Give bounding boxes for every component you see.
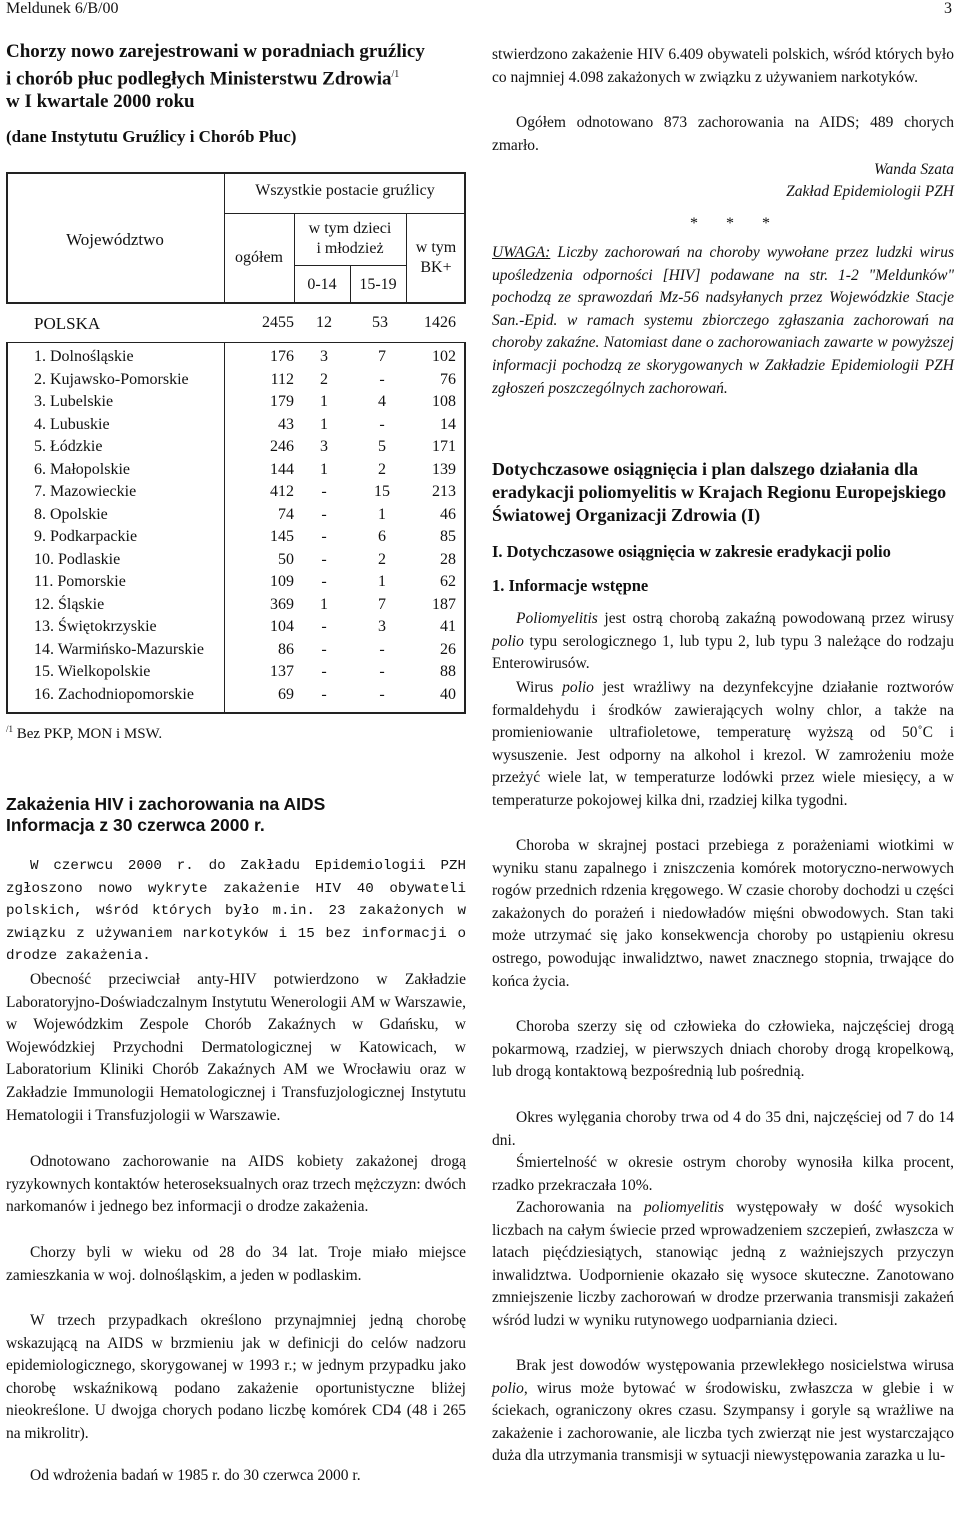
- table-source: (dane Instytutu Gruźlicy i Chorób Płuc): [6, 127, 297, 146]
- hiv-paragraph-8: Ogółem odnotowano 873 zachorowania na AIDS; 489 chorych zmarło.: [492, 114, 954, 154]
- polio-paragraph-8: [492, 1355, 954, 1468]
- polio-p8-text-b: , wirus może bytować w środowisku, zwłaszcza w glebie i w ściekach, ograniczony okres czasu. Szympansy i goryle są wrażliwe na zakażenie i zachorowanie, ale liczba tych zwierząt nie jest wystarczająco duża dla utrzymania transmisji w sytuacji niewystępowania zarazka u lu-: [492, 1379, 954, 1465]
- header-bk: [406, 238, 466, 278]
- footnote-ref: /1: [391, 69, 400, 80]
- table-row: 1. Dolnośląskie 176 3 7 102: [34, 348, 456, 365]
- polio-paragraph-7: [492, 1197, 954, 1333]
- polio-subtitle-2: 1. Informacje wstępne: [492, 576, 649, 595]
- polio-p7-text-b: występowały w dość wysokich liczbach na całym świecie przed wprowadzeniem szczepień, zwłaszcza w latach pięćdziesiątych, stanowiąc jedną z ważniejszych przyczyn inwalidztwa. Uodpornienie okazało się wysoce skuteczne. Zanotowano zmniejszenie liczby zachorowań w drodze przerwania transmisji zakażeń wśród ludzi w wyniku rutynowego uodparniania dzieci.: [492, 1199, 954, 1329]
- polio-p1-text-b: typu serologicznego 1, lub typu 2, lub typu 3 należące do rodzaju Enterowirusów.: [492, 632, 954, 673]
- page-number: 3: [944, 0, 952, 17]
- table-row: 15. Wielkopolskie 137 - - 88: [34, 663, 456, 680]
- term-polio: polio: [562, 679, 594, 696]
- header-age-15-19: 15-19: [359, 276, 397, 293]
- hiv-title-line1: Zakażenia HIV i zachorowania na AIDS: [6, 794, 326, 814]
- table-row: 8. Opolskie 74 - 1 46: [34, 505, 456, 523]
- hiv-title-line2: Informacja z 30 czerwca 2000 r.: [6, 815, 265, 835]
- term-polio: polio: [492, 1379, 524, 1397]
- table-title-line1: Chorzy nowo zarejestrowani w poradniach gruźlicy: [6, 41, 425, 62]
- total-row-bk: 1426: [424, 314, 456, 331]
- table-row: 13. Świętokrzyskie 104 - 3 41: [34, 618, 456, 635]
- total-row-name: POLSKA: [34, 314, 101, 333]
- header-age-0-14: 0-14: [307, 276, 337, 293]
- footnote-text: Bez PKP, MON i MSW.: [16, 726, 163, 742]
- table-row: 7. Mazowieckie 412 - 15 213: [34, 483, 456, 500]
- table-title-line2: i chorób płuc podległych Ministerstwu Zdrowia: [6, 68, 392, 90]
- polio-paragraph-1: [492, 608, 954, 676]
- footnote-mark: /1: [6, 724, 14, 734]
- total-row-0-14: 12: [316, 314, 332, 331]
- polio-p2-text-b: jest wrażliwy na dezynfekcyjne działanie roztworów formaldehydu i środków zawierających wolny chlor, a także na promieniowanie ultrafioletowe, temperaturę wyższą od 50˚C i wysuszenie. Jest odporny na alkohol i krezol. W zamrożeniu może przeżyć wiele lat, w temperaturze lodówki przez wiele miesięcy, a w temperaturze pokojowej kilka dni, rzadziej kilka tygodni.: [492, 679, 954, 809]
- hiv-paragraph-3: Odnotowano zachorowanie na AIDS kobiety zakażonej drogą ryzykownych kontaktów heteroseksualnych oraz trzech mężczyzn: dwóch narkomanów i jednego bez informacji o drodze zakażenia.: [6, 1153, 466, 1216]
- polio-p2-text-a: Wirus: [516, 679, 563, 696]
- hiv-paragraph-5: W trzech przypadkach określono przynajmniej jedną chorobę wskazującą na AIDS w brzmieniu jak w definicji do celów nadzoru epidemiologicznego, skorygowanej w 1993 r.; w jednym przypadku jako chorobę wskaźnikową podano zakażenie oportunistyczne bliżej nieokreślone. U dwojga chorych podano liczbę komórek CD4 (48 i 265 na mikrolitr).: [6, 1312, 466, 1442]
- signature-affiliation: Zakład Epidemiologii PZH: [786, 183, 954, 200]
- section-separator: * * *: [690, 215, 782, 232]
- note-block: [492, 242, 954, 400]
- table-title: [6, 40, 476, 113]
- term-poliomyelitis: poliomyelitis: [643, 1199, 724, 1216]
- header-region: Województwo: [66, 230, 164, 249]
- term-poliomyelitis: Poliomyelitis: [516, 610, 598, 627]
- note-label: UWAGA:: [492, 244, 551, 261]
- table-title-line3: w I kwartale 2000 roku: [6, 91, 195, 113]
- polio-paragraph-3: Choroba w skrajnej postaci przebiega z porażeniami wiotkimi w wyniku stanu zapalnego i zniszczenia komórek motoryczno-nerwowych rogów przednich rdzenia kręgowego. W czasie choroby dochodzi u części zakażonych do porażeń i niedowładów mięśni obwodowych. Stan taki może utrzymać się jako konsekwencja choroby po ustąpieniu okresu ostrego, powodując inwalidztwo, nawet znacznego stopnia, trwające do końca życia.: [492, 837, 954, 990]
- table-header: [6, 172, 466, 342]
- hiv-paragraph-6: Od wdrożenia badań w 1985 r. do 30 czerwca 2000 r.: [30, 1467, 361, 1484]
- table-footnote: [6, 724, 162, 743]
- table-row: 6. Małopolskie 144 1 2 139: [34, 460, 456, 478]
- polio-subtitle-1: I. Dotychczasowe osiągnięcia w zakresie eradykacji polio: [492, 542, 891, 561]
- table-row: 16. Zachodniopomorskie 69 - - 40: [34, 685, 456, 703]
- hiv-paragraph-4: Chorzy byli w wieku od 28 do 34 lat. Troje miało miejsce zamieszkania w woj. dolnośląskim, a jeden w podlaskim.: [6, 1244, 466, 1284]
- polio-p8-text-a: Brak jest dowodów występowania przewlekłego nosicielstwa wirusa: [516, 1357, 954, 1374]
- table-row: 4. Lubuskie 43 1 - 14: [34, 415, 456, 433]
- polio-p1-text-a: jest ostrą chorobą zakaźną powodowaną przez wirusy: [597, 610, 954, 627]
- header-children: [294, 219, 406, 259]
- polio-section-title: Dotychczasowe osiągnięcia i plan dalszego działania dla eradykacji poliomyelitis w Krajach Regionu Europejskiego Światowej Organizacji Zdrowia (I): [492, 459, 947, 525]
- term-polio: polio: [492, 632, 524, 650]
- polio-paragraph-4: Choroba szerzy się od człowieka do człowieka, najczęściej drogą pokarmową, rzadziej, w pierwszych dniach choroby drogą kropelkową, lub drogą kontaktową bezpośrednią lub pośrednią.: [492, 1018, 954, 1081]
- table-body: [6, 348, 466, 708]
- table-row: 9. Podkarpackie 145 - 6 85: [34, 528, 456, 545]
- total-row-15-19: 53: [372, 314, 388, 331]
- polio-paragraph-2: [492, 677, 954, 813]
- header-bk-line2: BK+: [420, 259, 452, 276]
- running-header: Meldunek 6/B/00: [6, 0, 119, 17]
- total-row-total: 2455: [262, 314, 294, 331]
- header-total: ogółem: [235, 249, 283, 266]
- header-bk-line1: w tym: [415, 239, 457, 256]
- hiv-paragraph-7: stwierdzono zakażenie HIV 6.409 obywateli polskich, wśród których było co najmniej 4.098 zakażonych w związku z używaniem narkotyków.: [492, 46, 954, 86]
- table-row: 5. Łódzkie 246 3 5 171: [34, 438, 456, 455]
- table-row: 3. Lubelskie 179 1 4 108: [34, 393, 456, 410]
- header-children-line2: i młodzież: [316, 240, 384, 257]
- polio-paragraph-6: Śmiertelność w okresie ostrym choroby wynosiła kilka procent, rzadko przekraczała 10%.: [492, 1154, 954, 1194]
- hiv-paragraph-1: W czerwcu 2000 r. do Zakładu Epidemiologii PZH zgłoszono nowo wykryte zakażenie HIV 40 obywateli polskich, wśród których było m.in. 23 zakażonych w związku z używaniem narkotyków i 15 bez informacji o drodze zakażenia.: [6, 858, 466, 965]
- signature-name: Wanda Szata: [874, 161, 954, 178]
- table-row: 2. Kujawsko-Pomorskie 112 2 - 76: [34, 370, 456, 388]
- header-children-line1: w tym dzieci: [308, 220, 392, 237]
- polio-p7-text-a: Zachorowania na: [516, 1199, 644, 1216]
- table-row: 11. Pomorskie 109 - 1 62: [34, 573, 456, 590]
- hiv-section-title: [6, 794, 325, 836]
- table-row: 14. Warmińsko-Mazurskie 86 - - 26: [34, 640, 456, 658]
- header-all-forms: Wszystkie postacie gruźlicy: [255, 182, 435, 199]
- polio-paragraph-5: Okres wylęgania choroby trwa od 4 do 35 dni, najczęściej od 7 do 14 dni.: [492, 1109, 954, 1149]
- table-row: 12. Śląskie 369 1 7 187: [34, 595, 456, 613]
- note-text: Liczby zachorowań na choroby wywołane przez ludzki wirus upośledzenia odporności [HIV] podawane na str. 1-2 "Meldunków" pochodzą ze sprawozdań Mz-56 nadsyłanych przez Wojewódzkie Stacje San.-Epid. w ramach systemu zbiorczego zgłaszania zachorowań na choroby zakaźne. Natomiast dane o zachorowaniach zawarte w powyższej informacji pochodzą ze skorygowanych w Zakładzie Epidemiologii PZH zgłoszeń poszczególnych zachorowań.: [492, 244, 954, 397]
- table-row: 10. Podlaskie 50 - 2 28: [34, 550, 456, 568]
- hiv-paragraph-2: Obecność przeciwciał anty-HIV potwierdzono w Zakładzie Laboratoryjno-Doświadczalnym Instytutu Wenerologii AM w Warszawie, w Wojewódzkim Zespole Chorób Zakaźnych w Gdańsku, w Wojewódzkiej Przychodni Dermatologicznej w Katowicach, w Laboratorium Kliniki Chorób Zakaźnych AM we Wrocławiu oraz w Zakładzie Immunologii Hematologicznej i Transfuzjologicznej Instytutu Hematologii i Transfuzjologii w Warszawie.: [6, 971, 466, 1124]
